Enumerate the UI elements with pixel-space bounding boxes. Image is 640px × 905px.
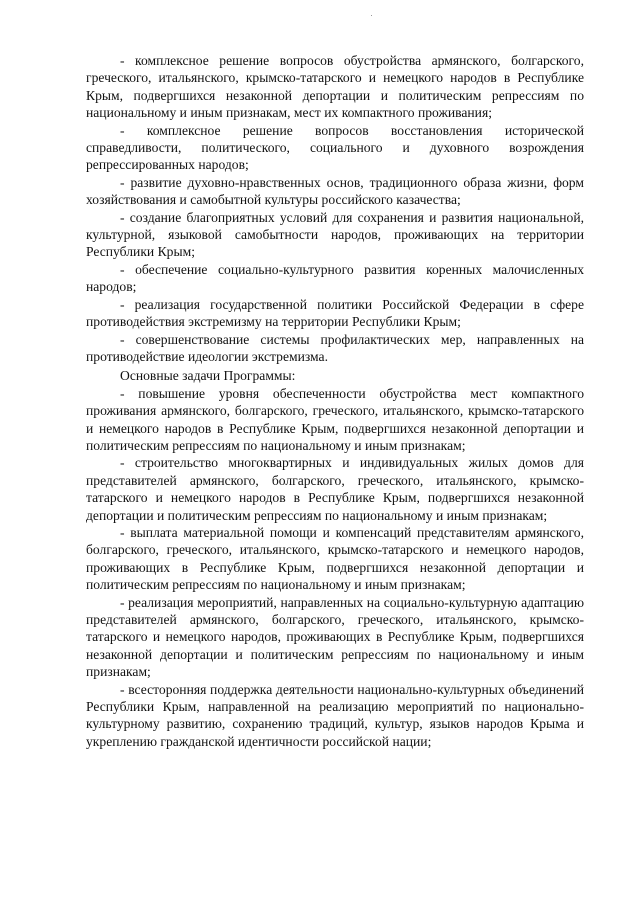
goal-item: - развитие духовно-нравственных основ, традиционного образа жизни, форм хозяйствования и самобытной культуры российского казачества; — [86, 174, 584, 208]
scan-speck — [371, 15, 372, 16]
goal-item: - создание благоприятных условий для сохранения и развития национальной, культурной, языковой самобытности народов, проживающих на территории Республики Крым; — [86, 209, 584, 260]
task-item: - выплата материальной помощи и компенсаций представителям армянского, болгарского, греческого, итальянского, крымско-татарского и немецкого народов, проживающих в Республике Крым, подвергшихся незаконной депортации и политическим репрессиям по национальному и иным признакам; — [86, 524, 584, 593]
goal-item: - обеспечение социально-культурного развития коренных малочисленных народов; — [86, 261, 584, 295]
task-item: - всесторонняя поддержка деятельности национально-культурных объединений Республики Крым, направленной на реализацию мероприятий по национально-культурному развитию, сохранению традиций, культур, языков народов Крыма и укреплению гражданской идентичности российской нации; — [86, 681, 584, 749]
tasks-heading: Основные задачи Программы: — [120, 368, 296, 384]
goal-item: - комплексное решение вопросов восстановления исторической справедливости, политического, социального и духовного возрождения репрессированных народов; — [86, 122, 584, 173]
task-item: - повышение уровня обеспеченности обустройства мест компактного проживания армянского, болгарского, греческого, итальянского, крымско-татарского и немецкого народов в Республике Крым, подвергшихся незаконной депортации и политическим репрессиям по национальному и иным признакам; — [86, 385, 584, 453]
task-item: - строительство многоквартирных и индивидуальных жилых домов для представителей армянского, болгарского, греческого, итальянского, крымско-татарского и немецкого народов в Республике Крым, подвергшихся незаконной депортации и политическим репрессиям по национальному и иным признакам; — [86, 455, 584, 523]
task-item: - реализация мероприятий, направленных на социально-культурную адаптацию представителей армянского, болгарского, греческого, итальянского, крымско-татарского и немецкого народов, проживающих в Республике Крым, подвергшихся незаконной депортации и политическим репрессиям по национальному и иным признакам; — [86, 594, 584, 680]
goal-item: - совершенствование системы профилактических мер, направленных на противодействие идеологии экстремизма. — [86, 331, 584, 364]
goal-item: - комплексное решение вопросов обустройства армянского, болгарского, греческого, итальянского, крымско-татарского и немецкого народов в Республике Крым, подвергшихся незаконной депортации и политическим репрессиям по национальному и иным признакам, мест их компактного проживания; — [86, 53, 584, 121]
goal-item: - реализация государственной политики Российской Федерации в сфере противодействия экстремизму на территории Республики Крым; — [86, 296, 584, 330]
document-page — [86, 52, 584, 750]
